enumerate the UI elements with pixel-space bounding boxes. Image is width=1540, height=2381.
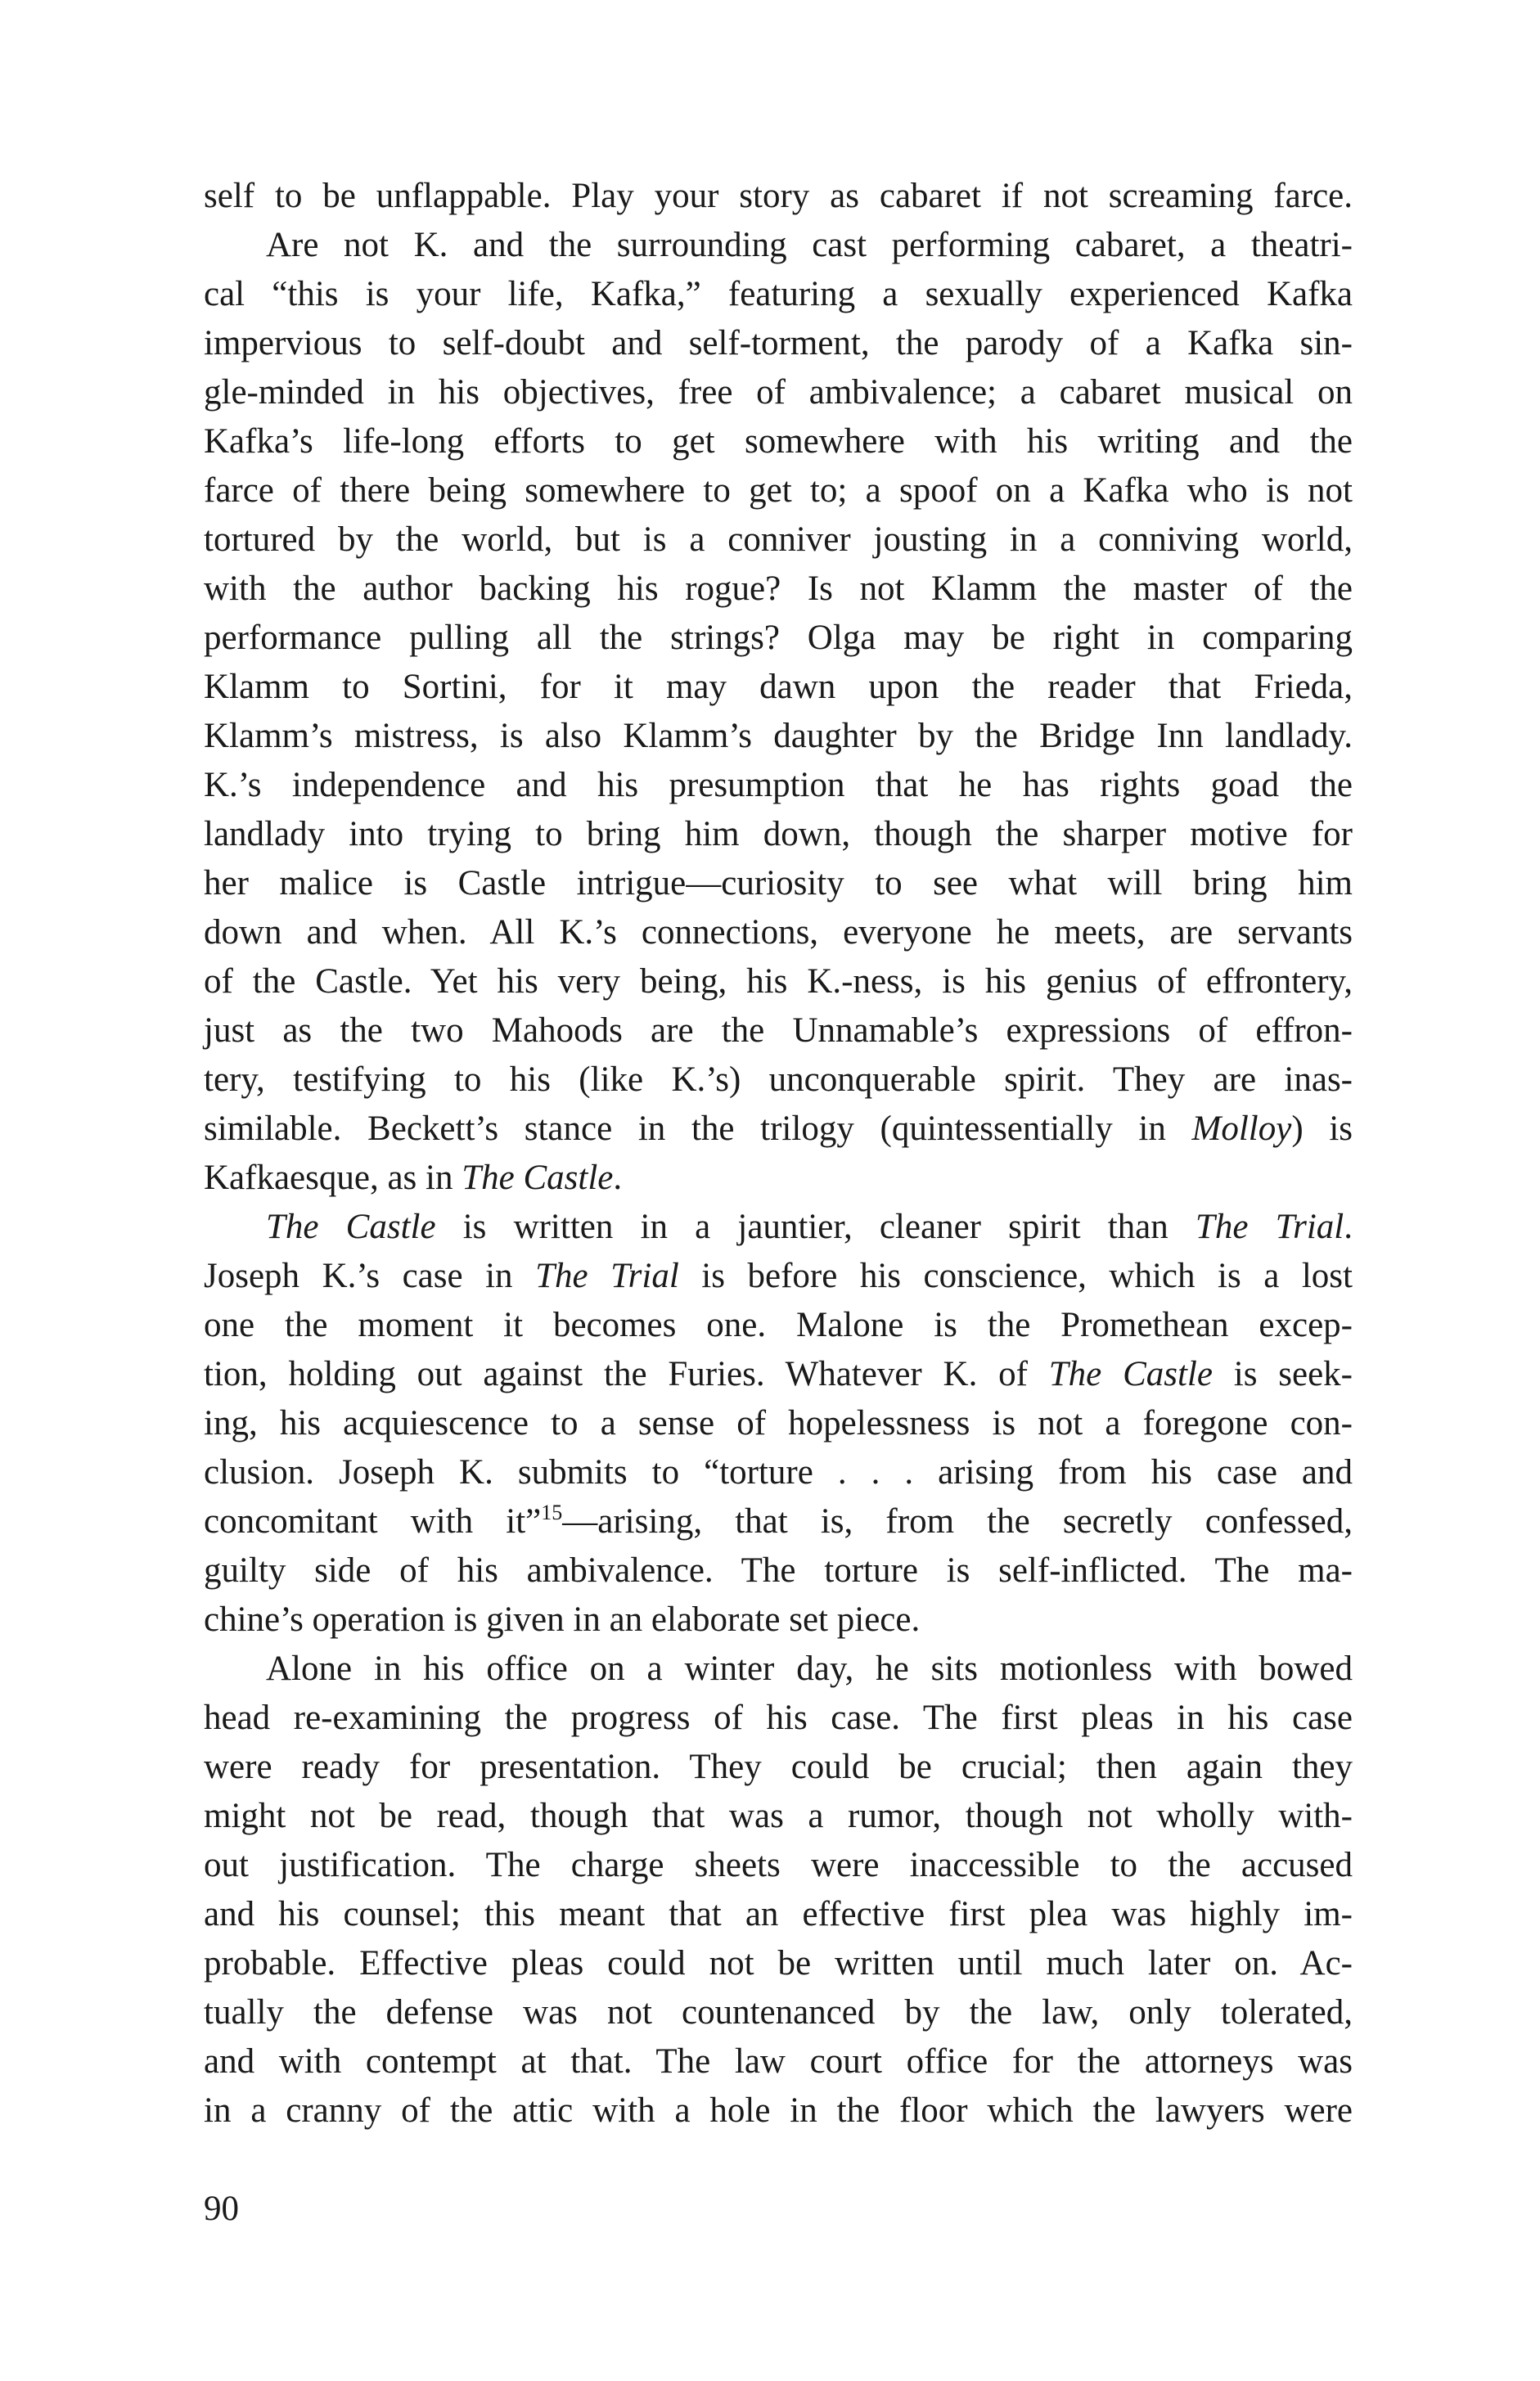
text-line: Klamm to Sortini, for it may dawn upon the reader that Frieda, [204, 668, 1353, 706]
text-line: cal “this is your life, Kafka,” featuring a sexually experienced Kafka [204, 275, 1353, 313]
text-line: out justification. The charge sheets were inaccessible to the accused [204, 1846, 1353, 1884]
italic-title: The Trial [1195, 1208, 1344, 1246]
text-line: guilty side of his ambivalence. The torture is self-inflicted. The ma- [204, 1551, 1353, 1590]
text-line: probable. Effective pleas could not be written until much later on. Ac- [204, 1944, 1353, 1983]
text-line-with-italic: Joseph K.’s case in The Trial is before his conscience, which is a lost [204, 1257, 1353, 1295]
italic-title: The Castle [1048, 1355, 1213, 1393]
text-line: her malice is Castle intrigue—curiosity to see what will bring him [204, 864, 1353, 902]
text-line: tually the defense was not countenanced by the law, only tolerated, [204, 1993, 1353, 2032]
italic-title: The Trial [535, 1257, 679, 1295]
text-line: tery, testifying to his (like K.’s) unconquerable spirit. They are inas- [204, 1060, 1353, 1099]
text-line: Kafka’s life-long efforts to get somewhere with his writing and the [204, 422, 1353, 461]
text-line: and with contempt at that. The law court office for the attorneys was [204, 2042, 1353, 2081]
text-line: Alone in his office on a winter day, he sits motionless with bowed [266, 1650, 1353, 1688]
text-line: gle-minded in his objectives, free of ambivalence; a cabaret musical on [204, 373, 1353, 412]
italic-title: Molloy [1191, 1109, 1292, 1148]
text-line: tortured by the world, but is a conniver jousting in a conniving world, [204, 520, 1353, 559]
text-line: self to be unflappable. Play your story as cabaret if not screaming farce. [204, 177, 1353, 215]
text-line-with-footnote: concomitant with it”$^{15}$—arising, that is, from the secretly confessed, [204, 1501, 1353, 1541]
text-line: just as the two Mahoods are the Unnamable’s expressions of effron- [204, 1011, 1353, 1050]
text-line: landlady into trying to bring him down, though the sharper motive for [204, 815, 1353, 853]
text-line: in a cranny of the attic with a hole in the floor which the lawyers were [204, 2091, 1353, 2130]
text-line: farce of there being somewhere to get to; a spoof on a Kafka who is not [204, 471, 1353, 510]
text-line: chine’s operation is given in an elaborate set piece. [204, 1600, 921, 1639]
text-line: ing, his acquiescence to a sense of hopelessness is not a foregone con- [204, 1404, 1353, 1443]
text-line: with the author backing his rogue? Is not Klamm the master of the [204, 569, 1353, 608]
text-line: might not be read, though that was a rumor, though not wholly with- [204, 1797, 1353, 1835]
text-line: head re-examining the progress of his case. The first pleas in his case [204, 1699, 1353, 1737]
italic-title: The Castle [462, 1159, 614, 1197]
italic-title: The Castle [266, 1208, 436, 1246]
text-line-with-italic: Kafkaesque, as in The Castle. [204, 1159, 623, 1197]
text-line: and his counsel; this meant that an effective first plea was highly im- [204, 1895, 1353, 1933]
text-line-with-italic: tion, holding out against the Furies. Whatever K. of The Castle is seek- [204, 1355, 1353, 1393]
text-line: impervious to self-doubt and self-torment, the parody of a Kafka sin- [204, 324, 1353, 362]
text-line: performance pulling all the strings? Olga may be right in comparing [204, 619, 1353, 657]
text-line: K.’s independence and his presumption that he has rights goad the [204, 766, 1353, 804]
text-line: one the moment it becomes one. Malone is the Promethean excep- [204, 1306, 1353, 1344]
text-line-with-italic: The Castle is written in a jauntier, cleaner spirit than The Trial. [266, 1208, 1353, 1246]
text-line: down and when. All K.’s connections, everyone he meets, are servants [204, 913, 1353, 952]
text-line: Klamm’s mistress, is also Klamm’s daughter by the Bridge Inn landlady. [204, 717, 1353, 755]
footnote-reference: 15 [541, 1501, 563, 1524]
text-line: clusion. Joseph K. submits to “torture . . . arising from his case and [204, 1453, 1353, 1492]
page-number: 90 [204, 2190, 239, 2228]
text-line: Are not K. and the surrounding cast performing cabaret, a theatri- [266, 226, 1353, 264]
text-line: were ready for presentation. They could be crucial; then again they [204, 1748, 1353, 1786]
text-line: of the Castle. Yet his very being, his K.-ness, is his genius of effrontery, [204, 962, 1353, 1001]
text-line-with-italic: similable. Beckett’s stance in the trilogy (quintessentially in Molloy) is [204, 1109, 1353, 1148]
